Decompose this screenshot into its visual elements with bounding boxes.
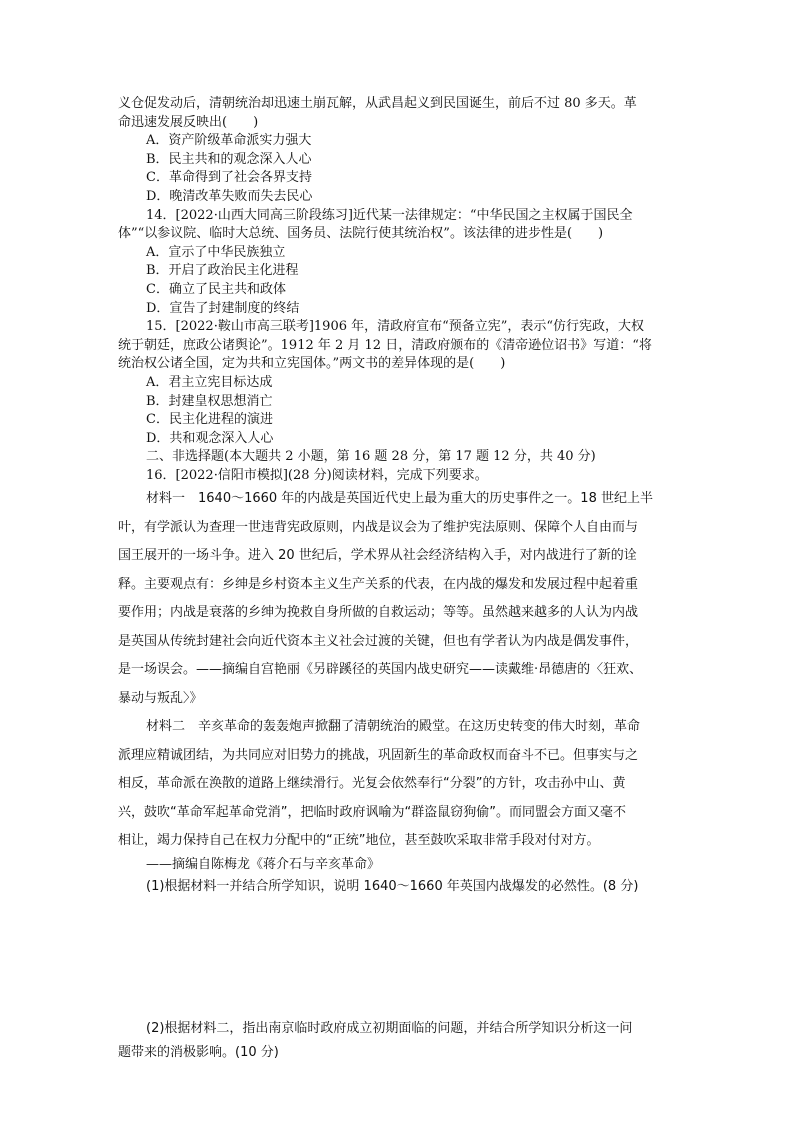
q16-2-line: (2)根据材料二，指出南京临时政府成立初期面临的问题，并结合所学知识分析这一问 xyxy=(146,1020,633,1036)
q15-option-c: C．民主化进程的演进 xyxy=(146,412,273,428)
material-2-line: 材料二 辛亥革命的轰轰炮声掀翻了清朝统治的殿堂。在这历史转变的伟大时刻，革命 xyxy=(146,719,641,735)
q14-option-c: C．确立了民主共和政体 xyxy=(146,281,286,297)
q13-option-d: D．晚清改革失败而失去民心 xyxy=(146,188,313,204)
q16-subquestion-2 xyxy=(118,1017,680,1065)
q13-option-b: B．民主共和的观念深入人心 xyxy=(146,151,312,167)
material-1-line: 叶，有学派认为查理一世违背宪政原则，内战是议会为了维护宪法原则、保障个人自由而与 xyxy=(118,519,639,535)
q15-option-b: B．封建皇权思想消亡 xyxy=(146,393,273,409)
q15-stem-line: 统于朝廷，庶政公诸舆论”。1912 年 2 月 12 日，清政府颁布的《清帝逊位诏书》写道：“将 xyxy=(118,337,652,353)
material-2 xyxy=(118,713,680,874)
q16-stem: 16．[2022·信阳市模拟](28 分)阅读材料，完成下列要求。 xyxy=(146,467,488,483)
q15-stem-line: 15．[2022·鞍山市高三联考]1906 年，清政府宣布“预备立宪”，表示“仿行宪政，大权 xyxy=(146,319,645,335)
q13-text-line: 命迅速发展反映出( ) xyxy=(118,114,259,130)
q15-option-d: D．共和观念深入人心 xyxy=(146,430,274,446)
material-1-line: 释。主要观点有：乡绅是乡村资本主义生产关系的代表，在内战的爆发和发展过程中起着重 xyxy=(118,576,639,592)
section-2-heading: 二、非选择题(本大题共 2 小题，第 16 题 28 分，第 17 题 12 分，共 40 分) xyxy=(146,449,596,465)
material-1-line: 国王展开的一场斗争。进入 20 世纪后，学术界从社会经济结构入手，对内战进行了新的诠 xyxy=(118,548,637,564)
question-15 xyxy=(118,318,680,448)
material-1-line: 材料一 1640～1660 年的内战是英国近代史上最为重大的历史事件之一。18 世纪上半 xyxy=(146,491,653,507)
material-2-line: 相让，竭力保持自己在权力分配中的“正统”地位，甚至鼓吹采取非常手段对付对方。 xyxy=(118,833,600,849)
question-14 xyxy=(118,207,680,319)
q16-subquestion-1: (1)根据材料一并结合所学知识，说明 1640～1660 年英国内战爆发的必然性。(8 分) xyxy=(146,878,639,894)
material-2-source: ——摘编自陈梅龙《蒋介石与辛亥革命》 xyxy=(146,856,381,872)
q14-option-d: D．宣告了封建制度的终结 xyxy=(146,300,300,316)
question-13-tail xyxy=(118,95,680,207)
material-1-line: 是英国从传统封建社会向近代资本主义社会过渡的关键，但也有学者认为内战是偶发事件， xyxy=(118,633,639,649)
q15-stem-line: 统治权公诸全国，定为共和立宪国体。”两文书的差异体现的是( ) xyxy=(118,356,506,372)
answer-space-1[interactable] xyxy=(118,899,680,1017)
material-1-line: 暴动与叛乱〉》 xyxy=(118,690,203,706)
q14-option-b: B．开启了政治民主化进程 xyxy=(146,263,299,279)
q15-option-a: A．君主立宪目标达成 xyxy=(146,374,273,390)
q13-option-c: C．革命得到了社会各界支持 xyxy=(146,170,312,186)
material-1-line: 是一场误会。——摘编自宫艳丽《另辟蹊径的英国内战史研究——读戴维·昂德唐的〈狂欢、 xyxy=(118,662,643,678)
q14-option-a: A．宣示了中华民族独立 xyxy=(146,244,286,260)
q14-stem-line: 14．[2022·山西大同高三阶段练习]近代某一法律规定：“中华民国之主权属于国民全 xyxy=(146,207,633,223)
exam-page xyxy=(118,95,680,1065)
material-2-line: 相反，革命派在涣散的道路上继续滑行。光复会依然奉行“分裂”的方针，攻击孙中山、黄 xyxy=(118,776,626,792)
q14-stem-line: 体”“以参议院、临时大总统、国务员、法院行使其统治权”。该法律的进步性是( ) xyxy=(118,226,604,242)
material-1-line: 要作用；内战是衰落的乡绅为挽救自身所做的自救运动；等等。虽然越来越多的人认为内战 xyxy=(118,605,639,621)
q13-option-a: A．资产阶级革命派实力强大 xyxy=(146,133,312,149)
material-2-line: 兴，鼓吹“革命军起革命党消”，把临时政府讽喻为“群盗鼠窃狗偷”。而同盟会方面又毫不 xyxy=(118,804,626,820)
q13-text-line: 义仓促发动后，清朝统治却迅速土崩瓦解，从武昌起义到民国诞生，前后不过 80 多天。革 xyxy=(118,96,637,111)
material-1 xyxy=(118,485,680,713)
material-2-line: 派理应精诚团结，为共同应对旧势力的挑战，巩固新生的革命政权而奋斗不已。但事实与之 xyxy=(118,747,639,763)
q16-2-line: 题带来的消极影响。(10 分) xyxy=(118,1044,279,1060)
